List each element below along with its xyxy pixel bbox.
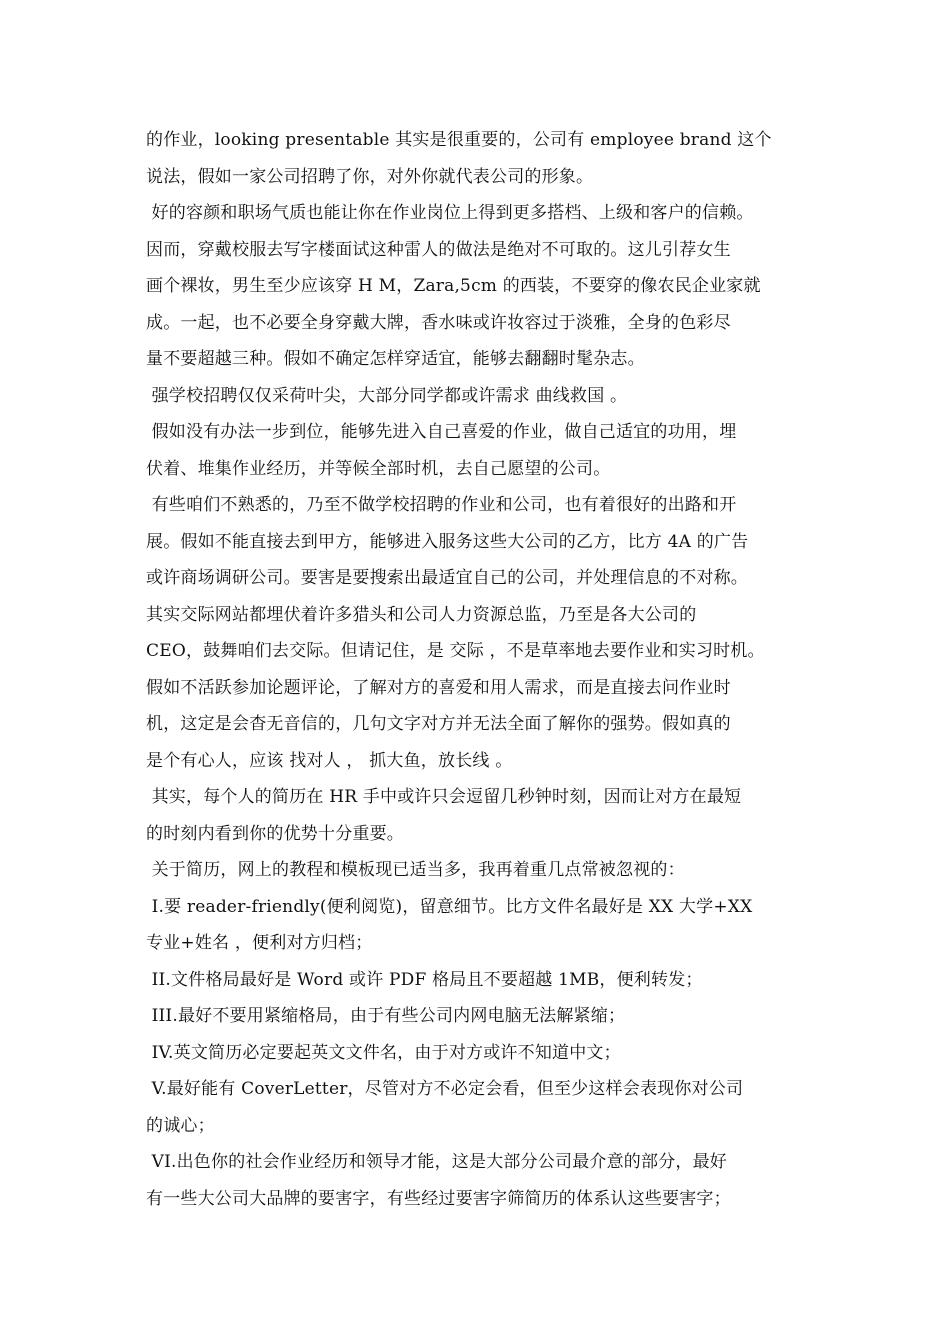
text-line: 假如没有办法一步到位，能够先进入自己喜爱的作业，做自己适宜的功用，埋 [146,422,737,442]
text-line: II.文件格局最好是 Word 或许 PDF 格局且不要超越 1MB，便利转发； [146,969,703,990]
body-text [146,122,826,1217]
text-line: 好的容颜和职场气质也能让你在作业岗位上得到更多搭档、上级和客户的信赖。 [146,203,754,223]
text-line: 因而，穿戴校服去写字楼面试这种雷人的做法是绝对不可取的。这儿引荐女生 [146,239,731,260]
text-line: 量不要超越三种。假如不确定怎样穿适宜，能够去翻翻时髦杂志。 [146,349,645,369]
text-line: CEO，鼓舞咱们去交际。但请记住，是 交际 ，不是草率地去要作业和实习时机。 [146,641,765,661]
text-line: III.最好不要用紧缩格局，由于有些公司内网电脑无法解紧缩； [146,1006,626,1026]
text-line: 画个裸妆，男生至少应该穿 H M，Zara,5cm 的西装，不要穿的像农民企业家就 [146,276,761,296]
text-line: 伏着、堆集作业经历，并等候全部时机，去自己愿望的公司。 [146,458,611,479]
text-line: 是个有心人，应该 找对人 ， 抓大鱼，放长线 。 [146,750,513,771]
text-line: IV.英文简历必定要起英文文件名，由于对方或许不知道中文； [146,1042,621,1063]
text-line: 强学校招聘仅仅采荷叶尖，大部分同学都或许需求 曲线救国 。 [146,385,628,406]
text-line: 关于简历，网上的教程和模板现已适当多，我再着重几点常被忽视的： [146,860,685,880]
text-line: 其实，每个人的简历在 HR 手中或许只会逗留几秒钟时刻，因而让对方在最短 [146,787,742,807]
text-line: V.最好能有 CoverLetter，尽管对方不必定会看，但至少这样会表现你对公司 [146,1079,744,1099]
text-line: 假如不活跃参加论题评论，了解对方的喜爱和用人需求，而是直接去问作业时 [146,677,731,698]
text-line: 展。假如不能直接去到甲方，能够进入服务这些大公司的乙方，比方 4A 的广告 [146,531,749,552]
text-line: 有些咱们不熟悉的，乃至不做学校招聘的作业和公司，也有着很好的出路和开 [146,495,737,515]
text-line: 成。一起，也不必要全身穿戴大牌，香水味或许妆容过于淡雅，全身的色彩尽 [146,312,731,333]
text-line: 说法，假如一家公司招聘了你，对外你就代表公司的形象。 [146,166,594,187]
text-line: 专业+姓名 ，便利对方归档； [146,933,373,953]
text-line: 的时刻内看到你的优势十分重要。 [146,823,404,844]
text-line: 或许商场调研公司。要害是要搜索出最适宜自己的公司，并处理信息的不对称。 [146,568,748,588]
text-line: 其实交际网站都埋伏着许多猎头和公司人力资源总监，乃至是各大公司的 [146,604,697,625]
text-line: 机，这定是会杳无音信的，几句文字对方并无法全面了解你的强势。假如真的 [146,714,731,734]
text-line: 的作业，looking presentable 其实是很重要的，公司有 employee brand 这个 [146,130,772,150]
text-line: I.要 reader-friendly(便利阅览)，留意细节。比方文件名最好是 XX 大学+XX [146,896,753,917]
text-line: VI.出色你的社会作业经历和领导才能，这是大部分公司最介意的部分，最好 [146,1152,727,1172]
text-line: 的诚心； [146,1115,215,1136]
text-line: 有一些大公司大品牌的要害字，有些经过要害字筛简历的体系认这些要害字； [146,1188,731,1209]
